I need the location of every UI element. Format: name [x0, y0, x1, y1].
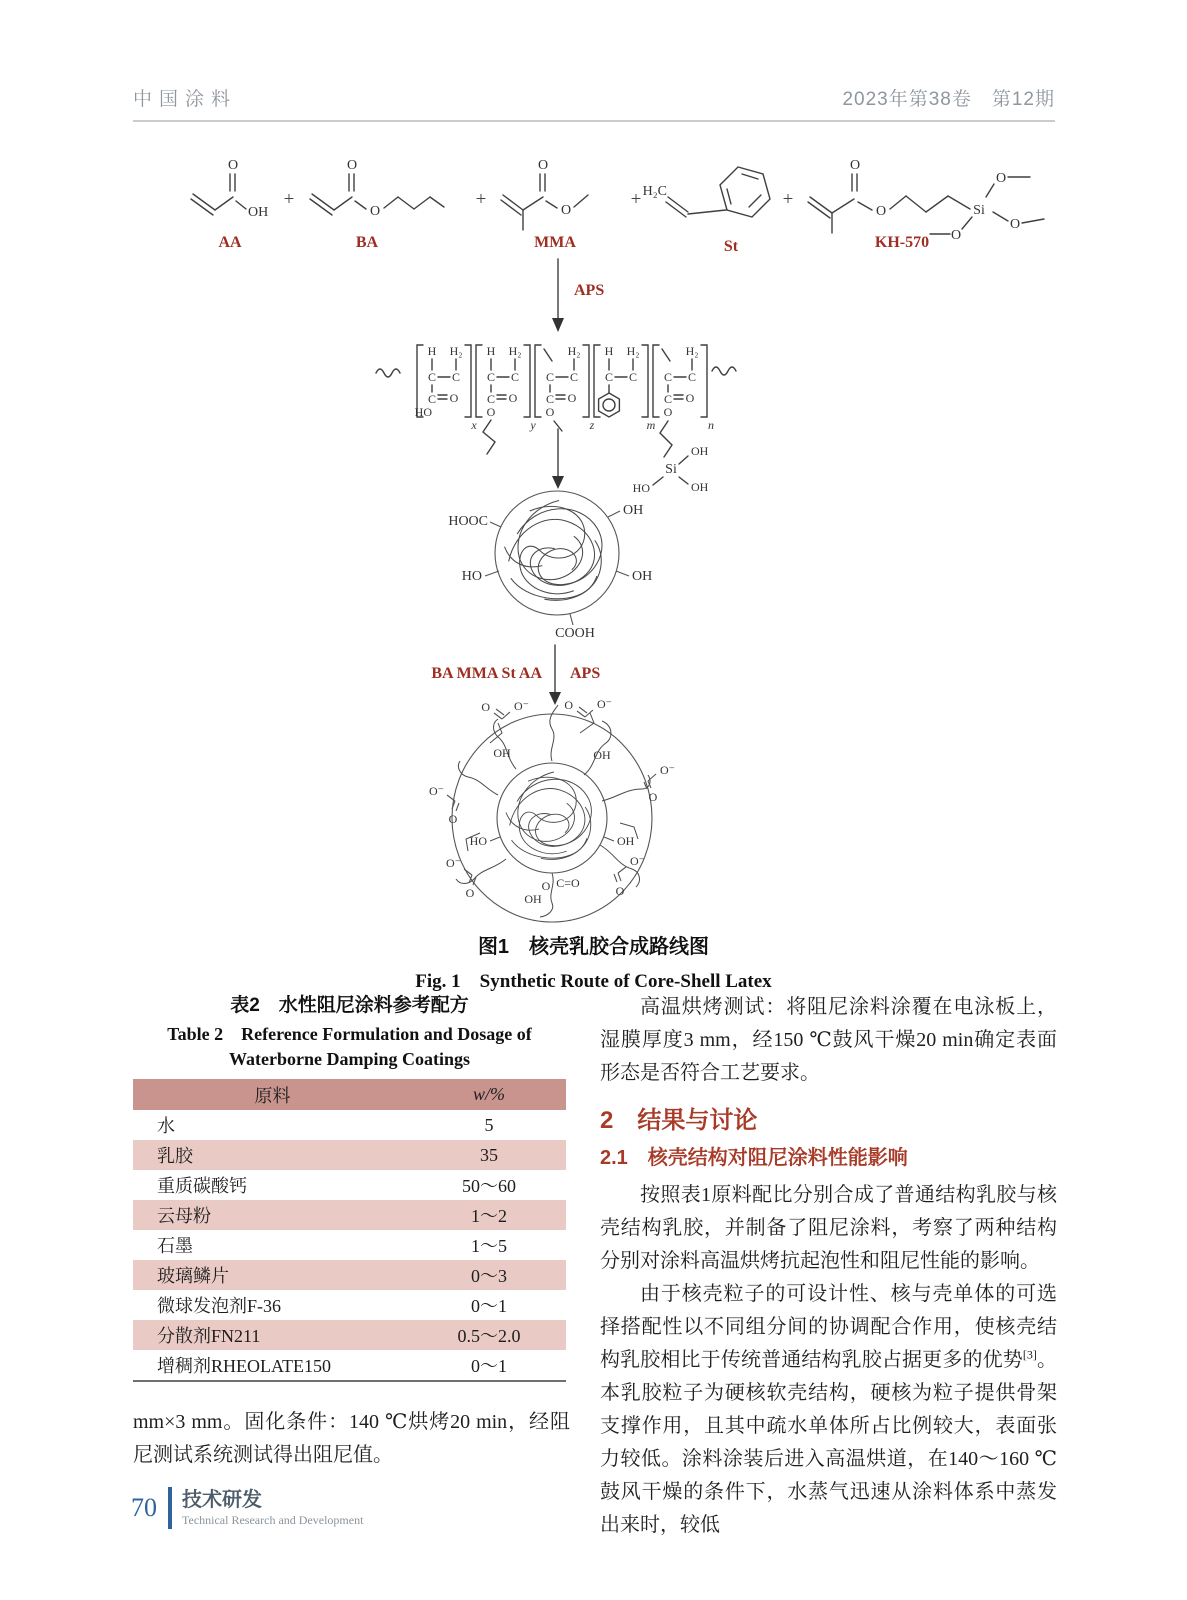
- svg-text:H₂: H₂: [508, 344, 522, 358]
- formulation-table: [133, 1079, 566, 1382]
- svg-text:C: C: [663, 370, 673, 384]
- footer-section-cn: 技术研发: [182, 1488, 262, 1511]
- atom-o: O: [1009, 217, 1021, 232]
- table-row: [133, 1140, 566, 1170]
- table2-block: [133, 990, 566, 1382]
- svg-text:O: O: [685, 391, 695, 405]
- subsection-heading-coreshell: 2.1 核壳结构对阻尼涂料性能影响: [600, 1147, 908, 1169]
- journal-title: 中国涂料: [133, 89, 238, 110]
- value-cell: 50～60: [462, 1176, 516, 1196]
- label-kh570: KH-570: [874, 234, 930, 251]
- label-aa: AA: [218, 234, 242, 251]
- table-row: [133, 1230, 566, 1260]
- material-cell: 水: [157, 1116, 175, 1136]
- svg-text:O: O: [541, 879, 551, 893]
- footer-divider-bar: [168, 1487, 172, 1529]
- svg-text:HO: HO: [632, 481, 650, 495]
- svg-text:HOOC: HOOC: [448, 514, 488, 529]
- svg-text:n: n: [708, 418, 714, 432]
- svg-text:H: H: [486, 344, 496, 358]
- svg-text:C: C: [486, 370, 496, 384]
- svg-text:H₂: H₂: [685, 344, 699, 358]
- svg-text:C=O: C=O: [556, 876, 580, 890]
- svg-text:O: O: [508, 391, 518, 405]
- atom-o: O: [950, 228, 962, 243]
- column-header-material: 原料: [133, 1079, 412, 1110]
- material-cell: 乳胶: [157, 1146, 193, 1166]
- issue-info: 2023年第38卷 第12期: [842, 89, 1055, 110]
- svg-text:O⁻: O⁻: [597, 697, 612, 711]
- page-number: 70: [131, 1493, 157, 1522]
- figure1-caption: [0, 930, 1187, 993]
- footer-section-en: Technical Research and Development: [182, 1512, 364, 1527]
- atom-o: O: [875, 204, 887, 219]
- atom-o: O: [346, 158, 358, 173]
- svg-text:OH: OH: [524, 892, 542, 906]
- atom-o: O: [560, 203, 572, 218]
- figure1-caption-cn: 图1 核壳乳胶合成路线图: [477, 936, 710, 958]
- svg-text:O: O: [567, 391, 577, 405]
- page-header: [133, 84, 1055, 122]
- value-cell: 0～3: [471, 1266, 507, 1286]
- table-row: [133, 1200, 566, 1230]
- right-column: [600, 991, 1057, 1542]
- svg-text:H₂: H₂: [449, 344, 463, 358]
- svg-text:O: O: [663, 405, 673, 419]
- label-step2-monomers: BA MMA St AA: [431, 665, 542, 682]
- svg-text:OH: OH: [691, 444, 709, 458]
- svg-text:H: H: [604, 344, 614, 358]
- paragraph-coreshell-advantages: [600, 1278, 1057, 1542]
- svg-text:O⁻: O⁻: [660, 763, 675, 777]
- core-particle: [448, 491, 652, 641]
- svg-text:O: O: [449, 391, 459, 405]
- atom-h2c: H₂C: [642, 184, 667, 199]
- table-row: [133, 1350, 566, 1381]
- paragraph-text: 由于核壳粒子的可设计性、核与壳单体的可选择搭配性以不同组分间的协调配合作用，使核壳结构乳胶相比于传统普通结构乳胶占据更多的优势: [600, 1283, 1057, 1371]
- table-row: [133, 1290, 566, 1320]
- table2-title-en-line1: Table 2 Reference Formulation and Dosage of: [167, 1024, 532, 1044]
- svg-text:O: O: [564, 698, 573, 712]
- value-cell: 1～2: [471, 1206, 507, 1226]
- table2-title-en: [133, 1022, 566, 1072]
- label-st: St: [723, 238, 739, 255]
- plus-sign: +: [283, 189, 295, 210]
- svg-text:HO: HO: [414, 405, 432, 419]
- paragraph-baking-test: 高温烘烤测试：将阻尼涂料涂覆在电泳板上，湿膜厚度3 mm，经150 ℃鼓风干燥20 min确定表面形态是否符合工艺要求。: [600, 996, 1057, 1084]
- plus-sign: +: [782, 189, 794, 210]
- figure1-caption-en: Fig. 1 Synthetic Route of Core-Shell Latex: [415, 971, 772, 992]
- svg-text:C: C: [628, 370, 638, 384]
- repeat-unit-aa: [415, 344, 478, 432]
- reaction-arrow-3: [431, 645, 600, 705]
- repeat-unit-mma: [535, 344, 595, 432]
- material-cell: 分散剂FN211: [157, 1326, 261, 1346]
- svg-text:m: m: [646, 418, 656, 432]
- monomer-mma: [501, 158, 588, 251]
- material-cell: 增稠剂RHEOLATE150: [157, 1356, 331, 1376]
- monomer-st: [643, 167, 770, 255]
- table-row: [133, 1110, 566, 1140]
- atom-oh: OH: [248, 205, 269, 220]
- svg-text:C: C: [604, 370, 614, 384]
- material-cell: 玻璃鳞片: [157, 1266, 229, 1286]
- svg-text:C: C: [451, 370, 461, 384]
- core-shell-particle: [429, 697, 675, 922]
- repeat-unit-ba: [476, 344, 536, 454]
- page-footer: [131, 1487, 363, 1529]
- monomer-aa: [191, 158, 268, 251]
- citation-marker: [3]: [1022, 1347, 1037, 1362]
- table-row: [133, 1320, 566, 1350]
- svg-text:O: O: [648, 790, 658, 804]
- table2-title-en-line2: Waterborne Damping Coatings: [228, 1049, 470, 1069]
- svg-text:C: C: [427, 392, 437, 406]
- svg-text:C: C: [545, 392, 555, 406]
- label-aps: APS: [574, 282, 605, 299]
- svg-text:OH: OH: [623, 503, 644, 518]
- value-cell: 5: [484, 1114, 494, 1135]
- svg-text:O⁻: O⁻: [630, 854, 645, 868]
- svg-text:C: C: [663, 392, 673, 406]
- value-cell: 0～1: [471, 1356, 507, 1376]
- svg-text:OH: OH: [632, 569, 653, 584]
- monomer-ba: [310, 158, 444, 251]
- value-cell: 0.5～2.0: [457, 1326, 521, 1346]
- table-header-row: [133, 1079, 566, 1110]
- table-row: [133, 1260, 566, 1290]
- monomer-kh570: [808, 158, 1044, 251]
- figure1-synthesis-scheme: [150, 133, 1090, 925]
- table2-title-cn: 表2 水性阻尼涂料参考配方: [230, 995, 469, 1016]
- svg-text:C: C: [569, 370, 579, 384]
- material-cell: 重质碳酸钙: [157, 1176, 247, 1196]
- atom-o: O: [537, 158, 549, 173]
- atom-si: Si: [973, 203, 985, 218]
- svg-text:H₂: H₂: [567, 344, 581, 358]
- paragraph-structures: 按照表1原料配比分别合成了普通结构乳胶与核壳结构乳胶，并制备了阻尼涂料，考察了两种结构分别对涂料高温烘烤抗起泡性和阻尼性能的影响。: [600, 1184, 1057, 1272]
- svg-text:C: C: [545, 370, 555, 384]
- svg-text:x: x: [471, 418, 477, 432]
- svg-text:O: O: [481, 700, 490, 714]
- svg-text:y: y: [530, 418, 536, 432]
- svg-text:Si: Si: [665, 462, 677, 477]
- svg-text:COOH: COOH: [555, 626, 595, 641]
- material-cell: 石墨: [157, 1236, 193, 1256]
- svg-text:C: C: [510, 370, 520, 384]
- svg-text:HO: HO: [469, 834, 487, 848]
- svg-text:O: O: [448, 812, 458, 826]
- repeat-unit-st: [594, 344, 656, 432]
- svg-text:C: C: [486, 392, 496, 406]
- value-cell: 35: [480, 1144, 498, 1165]
- svg-text:OH: OH: [493, 746, 511, 760]
- section-heading-results: 2 结果与讨论: [600, 1107, 758, 1134]
- svg-text:O⁻: O⁻: [429, 784, 444, 798]
- column-header-value: w/%: [412, 1079, 566, 1110]
- repeat-unit-kh570: [633, 344, 714, 495]
- plus-sign: +: [630, 189, 642, 210]
- table-row: [133, 1170, 566, 1200]
- svg-text:O⁻: O⁻: [446, 856, 461, 870]
- reaction-arrow-1: [552, 259, 604, 332]
- plus-sign: +: [475, 189, 487, 210]
- atom-o: O: [995, 171, 1007, 186]
- material-cell: 微球发泡剂F-36: [157, 1296, 282, 1316]
- svg-text:O⁻: O⁻: [514, 699, 529, 713]
- svg-text:O: O: [486, 405, 496, 419]
- label-ba: BA: [355, 234, 379, 251]
- svg-text:H: H: [427, 344, 437, 358]
- reaction-arrow-2: [552, 429, 564, 489]
- material-cell: 云母粉: [157, 1206, 211, 1226]
- atom-o: O: [849, 158, 861, 173]
- svg-text:OH: OH: [593, 748, 611, 762]
- svg-text:H₂: H₂: [626, 344, 640, 358]
- label-mma: MMA: [534, 234, 576, 251]
- svg-text:HO: HO: [461, 569, 482, 584]
- left-column-paragraph: mm×3 mm。固化条件：140 ℃烘烤20 min，经阻尼测试系统测试得出阻尼值。: [133, 1411, 570, 1466]
- value-cell: 1～5: [471, 1236, 507, 1256]
- atom-o: O: [227, 158, 239, 173]
- svg-text:z: z: [589, 418, 595, 432]
- footer-section: [182, 1489, 363, 1528]
- svg-text:C: C: [427, 370, 437, 384]
- polymer-chain: [376, 344, 736, 495]
- paragraph-text: 。本乳胶粒子为硬核软壳结构，硬核为粒子提供骨架支撑作用，且其中疏水单体所占比例较大，表面张力较低。涂料涂装后进入高温烘道，在140～160 ℃鼓风干燥的条件下，水蒸气迅速从涂料体系中蒸发出来时，较低: [600, 1349, 1058, 1536]
- svg-text:C: C: [687, 370, 697, 384]
- svg-text:O: O: [545, 405, 555, 419]
- svg-text:O: O: [615, 884, 625, 898]
- atom-o: O: [369, 204, 381, 219]
- svg-text:OH: OH: [617, 834, 635, 848]
- svg-text:OH: OH: [691, 480, 709, 494]
- label-aps: APS: [570, 665, 601, 682]
- svg-text:O: O: [465, 886, 475, 900]
- value-cell: 0～1: [471, 1296, 507, 1316]
